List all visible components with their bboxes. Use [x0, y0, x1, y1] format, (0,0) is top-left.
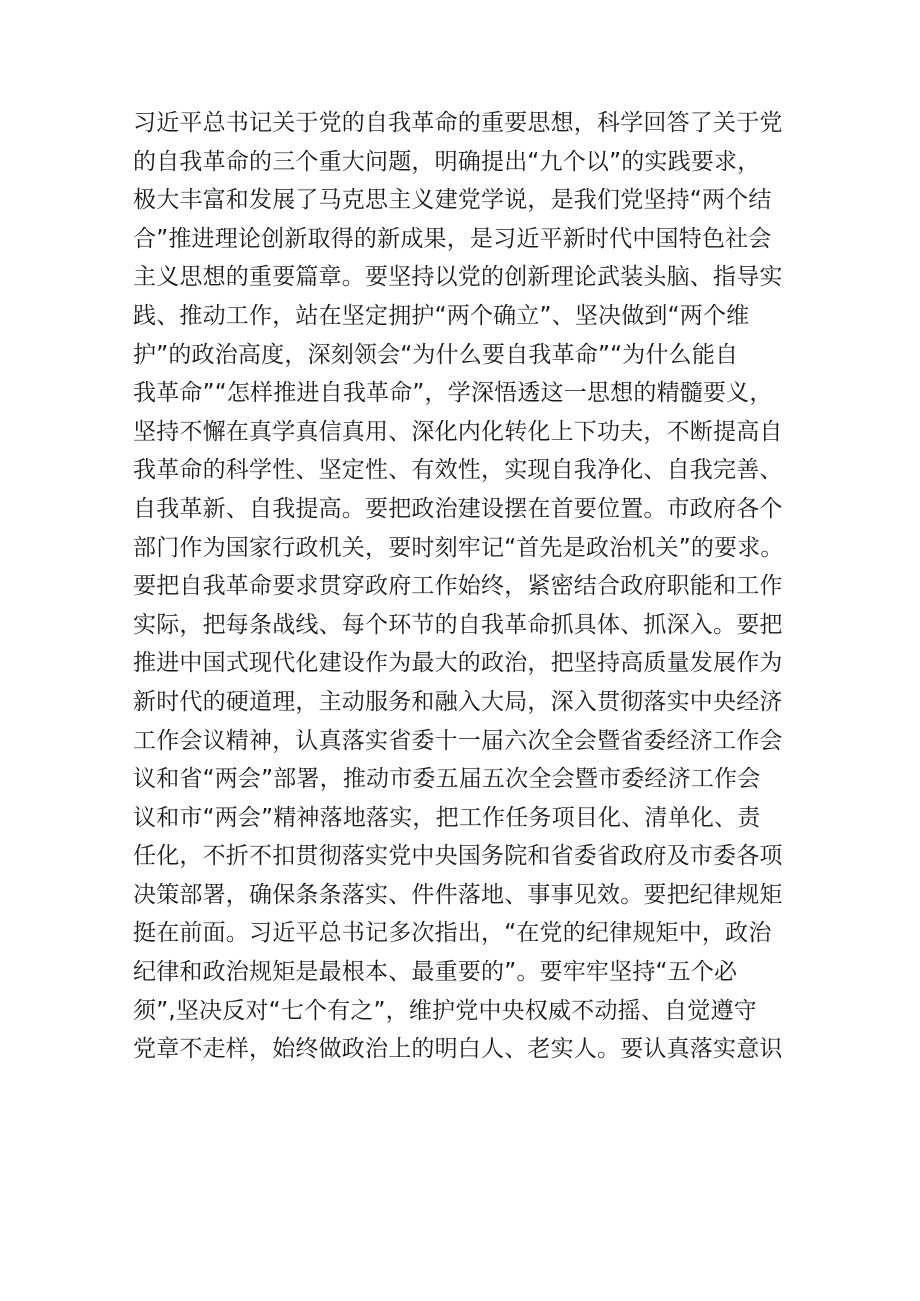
- text-line: 实际，把每条战线、每个环节的自我革命抓具体、抓深入。要把: [133, 611, 783, 638]
- text-line: 工作会议精神，认真落实省委十一届六次全会暨省委经济工作会: [133, 727, 783, 754]
- text-line: 挺在前面。习近平总书记多次指出，“在党的纪律规矩中，政治: [133, 920, 772, 947]
- text-line: 习近平总书记关于党的自我革命的重要思想，科学回答了关于党: [133, 110, 783, 136]
- text-line: 纪律和政治规矩是最根本、最重要的”。要牢牢坚持“五个必: [133, 959, 738, 986]
- text-line: 决策部署，确保条条落实、件件落地、事事见效。要把纪律规矩: [133, 881, 783, 908]
- text-line: 党章不走样，始终做政治上的明白人、老实人。要认真落实意识: [133, 1036, 783, 1063]
- text-line: 护”的政治高度，深刻领会“为什么要自我革命”“为什么能自: [133, 341, 739, 368]
- text-line: 合”推进理论创新取得的新成果，是习近平新时代中国特色社会: [133, 225, 772, 252]
- text-line: 新时代的硬道理，主动服务和融入大局，深入贯彻落实中央经济: [133, 688, 783, 715]
- text-line: 自我革新、自我提高。要把政治建设摆在首要位置。市政府各个: [133, 495, 783, 522]
- text-line: 的自我革命的三个重大问题，明确提出“九个以”的实践要求，: [133, 148, 761, 175]
- text-line: 议和省“两会”部署，推动市委五届五次全会暨市委经济工作会: [133, 766, 761, 793]
- text-line: 我革命的科学性、坚定性、有效性，实现自我净化、自我完善、: [133, 457, 783, 484]
- text-line: 任化，不折不扣贯彻落实党中央国务院和省委省政府及市委各项: [133, 843, 783, 870]
- text-line: 主义思想的重要篇章。要坚持以党的创新理论武装头脑、指导实: [133, 264, 783, 291]
- text-line: 极大丰富和发展了马克思主义建党学说，是我们党坚持“两个结: [133, 187, 772, 214]
- text-line: 坚持不懈在真学真信真用、深化内化转化上下功夫，不断提高自: [133, 418, 783, 445]
- text-line: 部门作为国家行政机关，要时刻牢记“首先是政治机关”的要求。: [133, 534, 784, 561]
- text-line: 我革命”“怎样推进自我革命”，学深悟透这一思想的精髓要义，: [133, 380, 773, 407]
- text-line: 要把自我革命要求贯穿政府工作始终，紧密结合政府职能和工作: [133, 573, 783, 600]
- text-line: 须”,坚决反对“七个有之”，维护党中央权威不动摇、自觉遵守: [133, 997, 757, 1024]
- text-line: 践、推动工作，站在坚定拥护“两个确立”、坚决做到“两个维: [133, 302, 750, 329]
- text-line: 推进中国式现代化建设作为最大的政治，把坚持高质量发展作为: [133, 650, 783, 677]
- text-line: 议和市“两会”精神落地落实，把工作任务项目化、清单化、责: [133, 804, 761, 831]
- body-paragraph: [133, 104, 793, 1069]
